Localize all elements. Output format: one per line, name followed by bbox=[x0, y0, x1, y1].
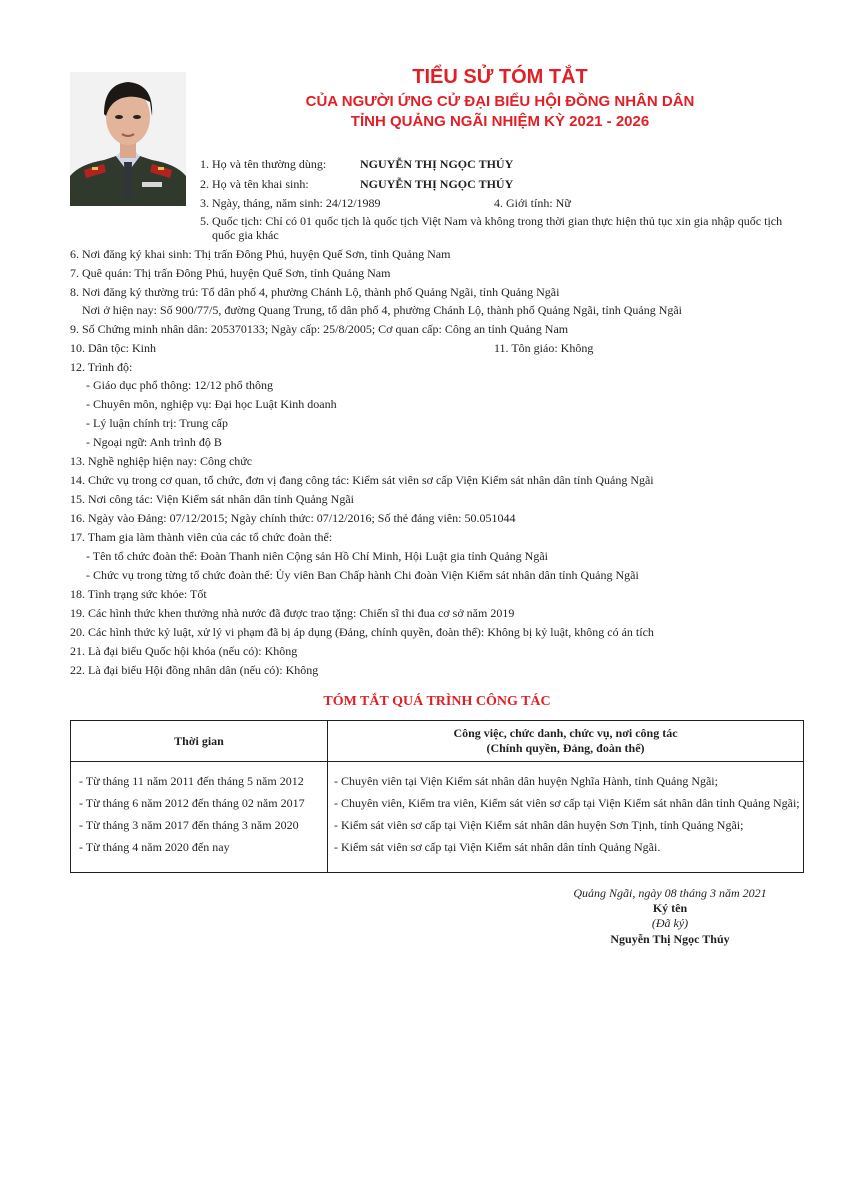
description-entry: - Chuyên viên, Kiểm tra viên, Kiểm sát viên sơ cấp tại Viện Kiểm sát nhân dân tỉnh Quảng Ngãi; bbox=[334, 796, 800, 810]
document-subtitle-2: TỈNH QUẢNG NGÃI NHIỆM KỲ 2021 - 2026 bbox=[350, 113, 650, 130]
field-3: 3. Ngày, tháng, năm sinh: 24/12/1989 bbox=[200, 196, 381, 210]
portrait-illustration bbox=[70, 72, 186, 206]
portrait-photo bbox=[70, 72, 186, 206]
field-5-line-1: 5. Quốc tịch: Chỉ có 01 quốc tịch là quốc tịch Việt Nam và không trong thời gian thực hiện thủ tục xin gia nhập quốc tịch bbox=[200, 214, 783, 228]
field-16: 16. Ngày vào Đảng: 07/12/2015; Ngày chính thức: 07/12/2016; Số thẻ đảng viên: 50.051044 bbox=[70, 511, 516, 525]
header-time: Thời gian bbox=[71, 721, 328, 762]
description-entry: - Kiểm sát viên sơ cấp tại Viện Kiểm sát nhân dân huyện Sơn Tịnh, tỉnh Quảng Ngãi; bbox=[334, 818, 744, 832]
field-10: 10. Dân tộc: Kinh bbox=[70, 341, 156, 355]
field-2-value: NGUYỄN THỊ NGỌC THÚY bbox=[360, 177, 514, 191]
time-column bbox=[71, 762, 328, 873]
signature-label: Ký tên bbox=[652, 901, 688, 915]
table-row bbox=[71, 762, 804, 873]
time-entry: - Từ tháng 3 năm 2017 đến tháng 3 năm 2020 bbox=[79, 818, 299, 832]
field-9: 9. Số Chứng minh nhân dân: 205370133; Ngày cấp: 25/8/2005; Cơ quan cấp: Công an tỉnh Quảng Nam bbox=[70, 322, 569, 336]
description-entry: - Kiểm sát viên sơ cấp tại Viện Kiểm sát nhân dân tỉnh Quảng Ngãi. bbox=[334, 840, 661, 854]
field-22: 22. Là đại biểu Hội đồng nhân dân (nếu có): Không bbox=[70, 663, 319, 677]
field-2-label: 2. Họ và tên khai sinh: bbox=[200, 177, 309, 191]
field-17: 17. Tham gia làm thành viên của các tổ chức đoàn thể: bbox=[70, 530, 333, 544]
header-description bbox=[328, 721, 804, 762]
field-17-organizations: - Tên tổ chức đoàn thể: Đoàn Thanh niên Cộng sản Hồ Chí Minh, Hội Luật gia tỉnh Quảng Ngãi bbox=[86, 549, 548, 563]
field-12-political-theory: - Lý luận chính trị: Trung cấp bbox=[86, 416, 228, 430]
field-13: 13. Nghề nghiệp hiện nay: Công chức bbox=[70, 454, 253, 468]
work-history-title: TÓM TẮT QUÁ TRÌNH CÔNG TÁC bbox=[323, 694, 551, 709]
signature-place-date: Quảng Ngãi, ngày 08 tháng 3 năm 2021 bbox=[573, 886, 767, 900]
field-4: 4. Giới tính: Nữ bbox=[494, 196, 571, 210]
field-15: 15. Nơi công tác: Viện Kiểm sát nhân dân tỉnh Quảng Ngãi bbox=[70, 492, 355, 506]
field-12: 12. Trình độ: bbox=[70, 360, 133, 374]
signature-status: (Đã ký) bbox=[651, 916, 689, 930]
document-subtitle-1: CỦA NGƯỜI ỨNG CỬ ĐẠI BIỂU HỘI ĐỒNG NHÂN DÂN bbox=[305, 93, 695, 110]
field-5-line-2: quốc gia khác bbox=[212, 228, 279, 242]
field-17-positions: - Chức vụ trong từng tổ chức đoàn thể: Ủy viên Ban Chấp hành Chi đoàn Viện Kiểm sát nhân dân tỉnh Quảng Ngãi bbox=[86, 568, 639, 582]
signer-name: Nguyễn Thị Ngọc Thúy bbox=[610, 932, 730, 946]
time-entry: - Từ tháng 6 năm 2012 đến tháng 02 năm 2017 bbox=[79, 796, 305, 810]
field-1-value: NGUYỄN THỊ NGỌC THÚY bbox=[360, 157, 514, 171]
field-14: 14. Chức vụ trong cơ quan, tổ chức, đơn vị đang công tác: Kiểm sát viên sơ cấp Viện Kiểm sát nhân dân tỉnh Quảng Ngãi bbox=[70, 473, 654, 487]
description-column bbox=[328, 762, 804, 873]
field-8-current-address: Nơi ở hiện nay: Số 900/77/5, đường Quang Trung, tổ dân phố 4, phường Chánh Lộ, thành phố Quảng Ngãi, tỉnh Quảng Ngãi bbox=[82, 303, 683, 317]
field-12-general-education: - Giáo dục phổ thông: 12/12 phổ thông bbox=[86, 378, 273, 392]
description-entry: - Chuyên viên tại Viện Kiểm sát nhân dân huyện Nghĩa Hành, tỉnh Quảng Ngãi; bbox=[334, 774, 718, 788]
field-7: 7. Quê quán: Thị trấn Đông Phú, huyện Quế Sơn, tỉnh Quảng Nam bbox=[70, 266, 391, 280]
field-20: 20. Các hình thức kỷ luật, xử lý vi phạm đã bị áp dụng (Đảng, chính quyền, đoàn thể): Không bị kỷ luật, không có án tích bbox=[70, 625, 654, 639]
time-entry: - Từ tháng 11 năm 2011 đến tháng 5 năm 2012 bbox=[79, 774, 304, 788]
header-description-line-2: (Chính quyền, Đảng, đoàn thể) bbox=[486, 741, 645, 755]
header-description-line-1: Công việc, chức danh, chức vụ, nơi công tác bbox=[453, 726, 678, 740]
time-entry: - Từ tháng 4 năm 2020 đến nay bbox=[79, 840, 230, 854]
field-21: 21. Là đại biểu Quốc hội khóa (nếu có): Không bbox=[70, 644, 298, 658]
field-11: 11. Tôn giáo: Không bbox=[494, 341, 594, 355]
document-title: TIỂU SỬ TÓM TẮT bbox=[412, 66, 588, 88]
field-8: 8. Nơi đăng ký thường trú: Tổ dân phố 4, phường Chánh Lộ, thành phố Quảng Ngãi, tỉnh Quảng Ngãi bbox=[70, 285, 560, 299]
field-18: 18. Tình trạng sức khỏe: Tốt bbox=[70, 587, 207, 601]
field-12-foreign-language: - Ngoại ngữ: Anh trình độ B bbox=[86, 435, 222, 449]
work-history-table bbox=[70, 720, 804, 873]
field-12-specialty: - Chuyên môn, nghiệp vụ: Đại học Luật Kinh doanh bbox=[86, 397, 337, 411]
field-6: 6. Nơi đăng ký khai sinh: Thị trấn Đông Phú, huyện Quế Sơn, tỉnh Quảng Nam bbox=[70, 247, 451, 261]
table-header-row bbox=[71, 721, 804, 762]
field-1-label: 1. Họ và tên thường dùng: bbox=[200, 157, 327, 171]
field-19: 19. Các hình thức khen thưởng nhà nước đã được trao tặng: Chiến sĩ thi đua cơ sở năm 2019 bbox=[70, 606, 515, 620]
